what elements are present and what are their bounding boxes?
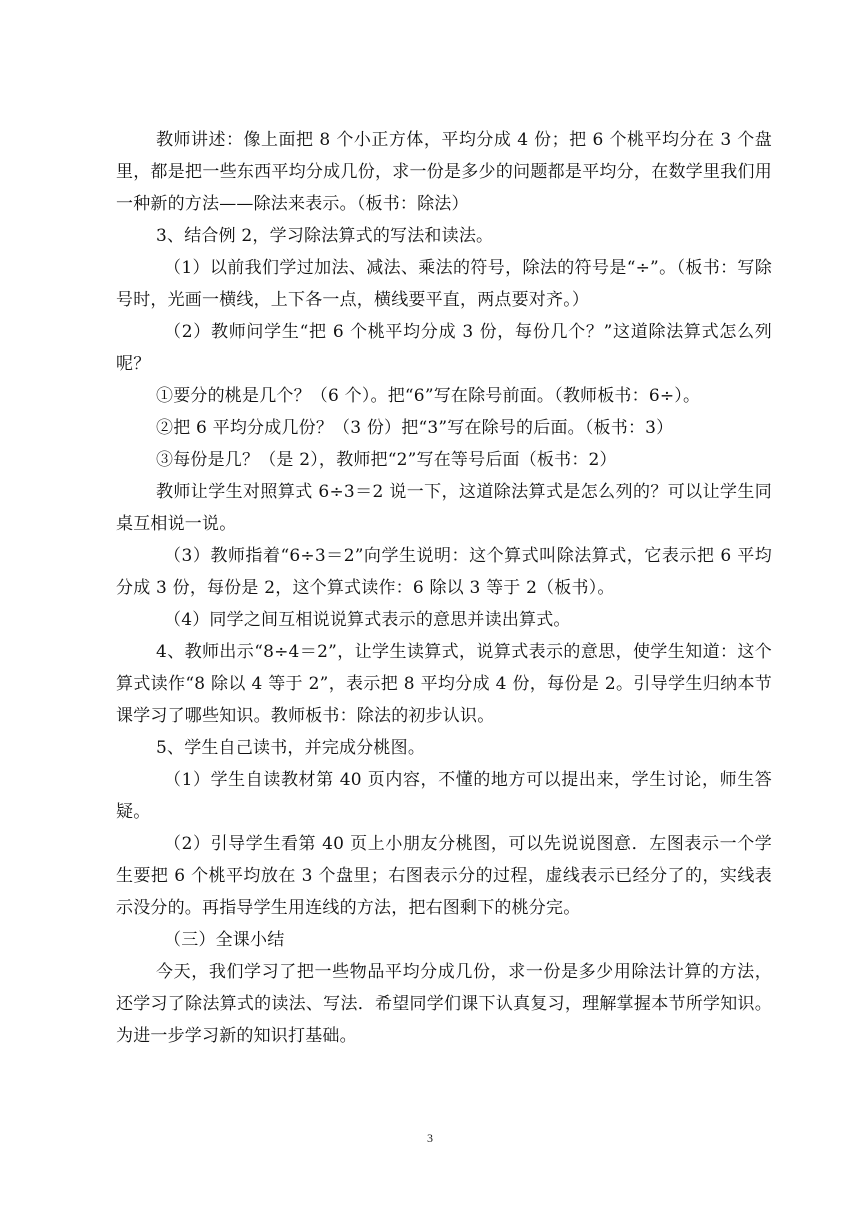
section-heading-summary: （三）全课小结 [164,930,285,950]
paragraph-step-3: 3、结合例 2，学习除法算式的写法和读法。 [156,226,494,246]
paragraph-teacher-question: （2）教师问学生“把 6 个桃平均分成 3 份，每份几个？”这道除法算式怎么列呢？ [116,322,772,374]
paragraph-self-reading: （1）学生自读教材第 40 页内容，不懂的地方可以提出来，学生讨论，师生答疑。 [116,770,772,822]
page-number: 3 [427,1131,433,1145]
paragraph-teacher-explanation: 教师讲述：像上面把 8 个小正方体，平均分成 4 份；把 6 个桃平均分在 3 个盘里，都是把一些东西平均分成几份，求一份是多少的问题都是平均分，在数学里我们用一种新的方法——除法来表示。（板书：除法） [116,130,772,214]
paragraph-peach-diagram: （2）引导学生看第 40 页上小朋友分桃图，可以先说说图意．左图表示一个学生要把 6 个桃平均放在 3 个盘里；右图表示分的过程，虚线表示已经分了的，实线表示没分的。再指导学生用连线的方法，把右图剩下的桃分完。 [116,834,772,918]
paragraph-formula-explanation: （3）教师指着“6÷3＝2”向学生说明：这个算式叫除法算式，它表示把 6 平均分成 3 份，每份是 2，这个算式读作：6 除以 3 等于 2（板书）。 [116,546,772,598]
paragraph-step-5: 5、学生自己读书，并完成分桃图。 [156,738,426,758]
document-body [116,124,772,1052]
paragraph-peer-discussion: （4）同学之间互相说说算式表示的意思并读出算式。 [164,610,571,630]
paragraph-question-1: ①要分的桃是几个？（6 个）。把“6”写在除号前面。（教师板书：6÷）。 [156,386,701,406]
paragraph-summary: 今天，我们学习了把一些物品平均分成几份，求一份是多少用除法计算的方法，还学习了除法算式的读法、写法．希望同学们课下认真复习，理解掌握本节所学知识。为进一步学习新的知识打基础。 [116,962,772,1046]
paragraph-question-3: ③每份是几？（是 2），教师把“2”写在等号后面（板书：2） [156,450,617,470]
paragraph-question-2: ②把 6 平均分成几份？（3 份）把“3”写在除号的后面。（板书：3） [156,418,674,438]
paragraph-step-4: 4、教师出示“8÷4＝2”，让学生读算式，说算式表示的意思，使学生知道：这个算式读作“8 除以 4 等于 2”，表示把 8 平均分成 4 份，每份是 2。引导学生归纳本节课学习了哪些知识。教师板书：除法的初步认识。 [116,642,772,726]
paragraph-compare-formula: 教师让学生对照算式 6÷3＝2 说一下，这道除法算式是怎么列的？可以让学生同桌互相说一说。 [116,482,772,534]
paragraph-division-symbol: （1）以前我们学过加法、减法、乘法的符号，除法的符号是“÷”。（板书：写除号时，光画一横线，上下各一点，横线要平直，两点要对齐。） [116,258,772,310]
